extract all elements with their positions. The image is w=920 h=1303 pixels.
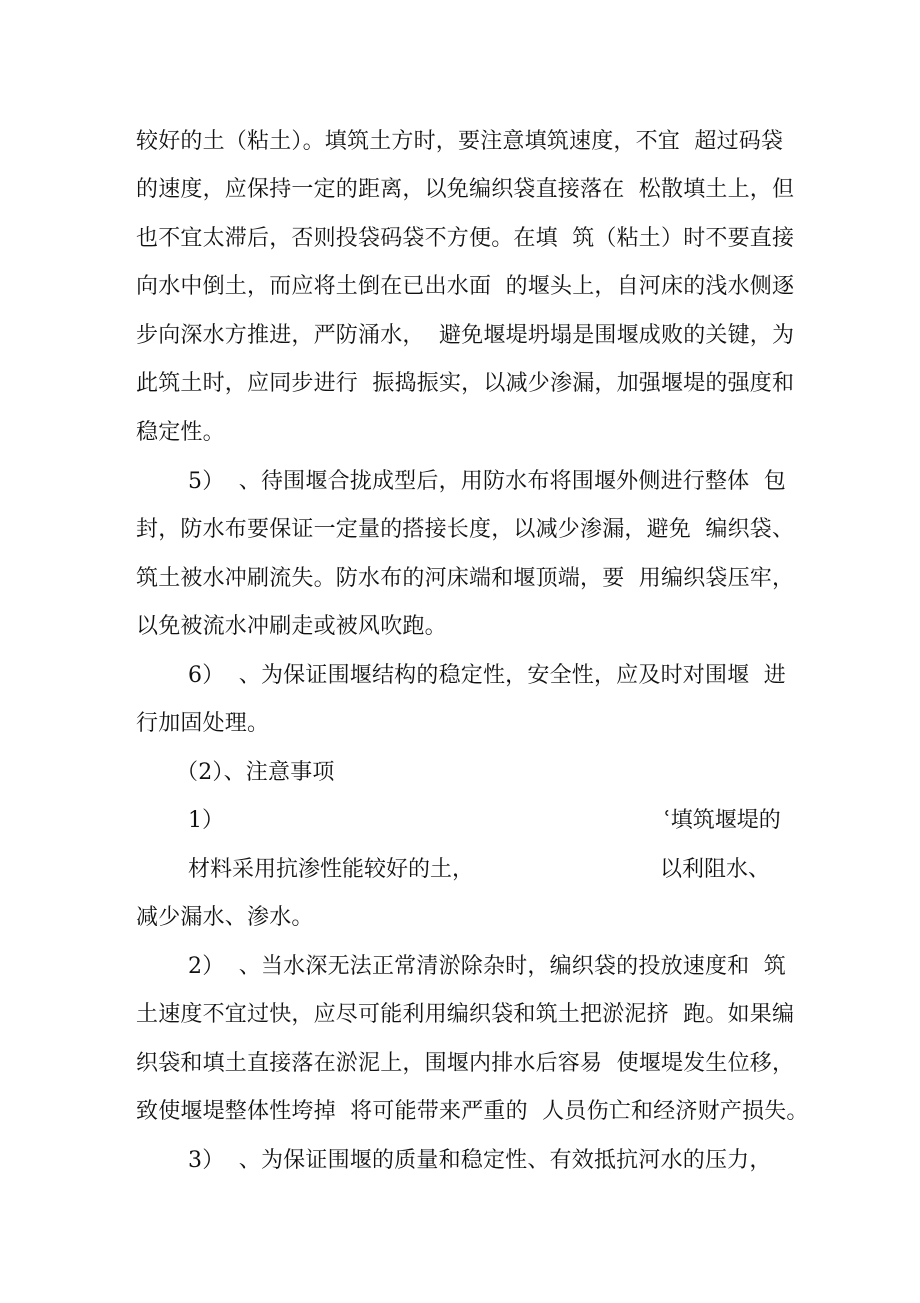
text-line: 减少漏水、渗水。: [136, 905, 314, 930]
text-line: 土速度不宜过快，应尽可能利用编织袋和筑土把淤泥挤 跑。如果编: [136, 1002, 795, 1027]
text-line: 5） 、待围堰合拢成型后，用防水布将围堰外侧进行整体 包: [188, 469, 786, 494]
text-line: 向水中倒土，而应将土倒在已出水面 的堰头上，自河床的浅水侧逐: [136, 274, 795, 299]
item-number: 1）: [188, 808, 224, 833]
text-line: 此筑土时，应同步进行 振捣振实，以减少渗漏，加强堰堤的强度和: [136, 371, 795, 396]
text-line: 2） 、当水深无法正常清淤除杂时，编织袋的投放速度和 筑: [188, 954, 786, 979]
text-line: 致使堰堤整体性垮掉 将可能带来严重的 人员伤亡和经济财产损失。: [136, 1099, 809, 1124]
text-fragment: ʿ填筑堰堤的: [664, 808, 781, 833]
text-line: 筑土被水冲刷流失。防水布的河床端和堰顶端，要 用编织袋压牢，: [136, 566, 795, 591]
text-line: 封，防水布要保证一定量的搭接长度，以减少渗漏，避免 编织袋、: [136, 517, 795, 542]
text-line: 较好的土（粘土）。填筑土方时，要注意填筑速度，不宜 超过码袋: [136, 129, 784, 154]
text-line: 6） 、为保证围堰结构的稳定性，安全性，应及时对围堰 进: [188, 663, 786, 688]
text-line: 的速度，应保持一定的距离，以免编织袋直接落在 松散填土上，但: [136, 177, 795, 202]
text-line: 也不宜太滞后，否则投袋码袋不方便。在填 筑（粘土）时不要直接: [136, 226, 795, 251]
text-line: 步向深水方推进，严防涌水， 避免堰堤坍塌是围堰成败的关键，为: [136, 323, 795, 348]
text-fragment: 材料采用抗渗性能较好的土，: [188, 857, 475, 882]
text-line: 行加固处理。: [136, 711, 270, 736]
text-line: 稳定性。: [136, 420, 225, 445]
text-line: 以免被流水冲刷走或被风吹跑。: [136, 614, 447, 639]
text-line: 3） 、为保证围堰的质量和稳定性、有效抵抗河水的压力，: [188, 1148, 772, 1173]
section-heading: （2）、注意事项: [176, 760, 335, 785]
text-line: 织袋和填土直接落在淤泥上，围堰内排水后容易 使堰堤发生位移，: [136, 1051, 795, 1076]
text-fragment: 以利阻水、: [660, 857, 771, 882]
